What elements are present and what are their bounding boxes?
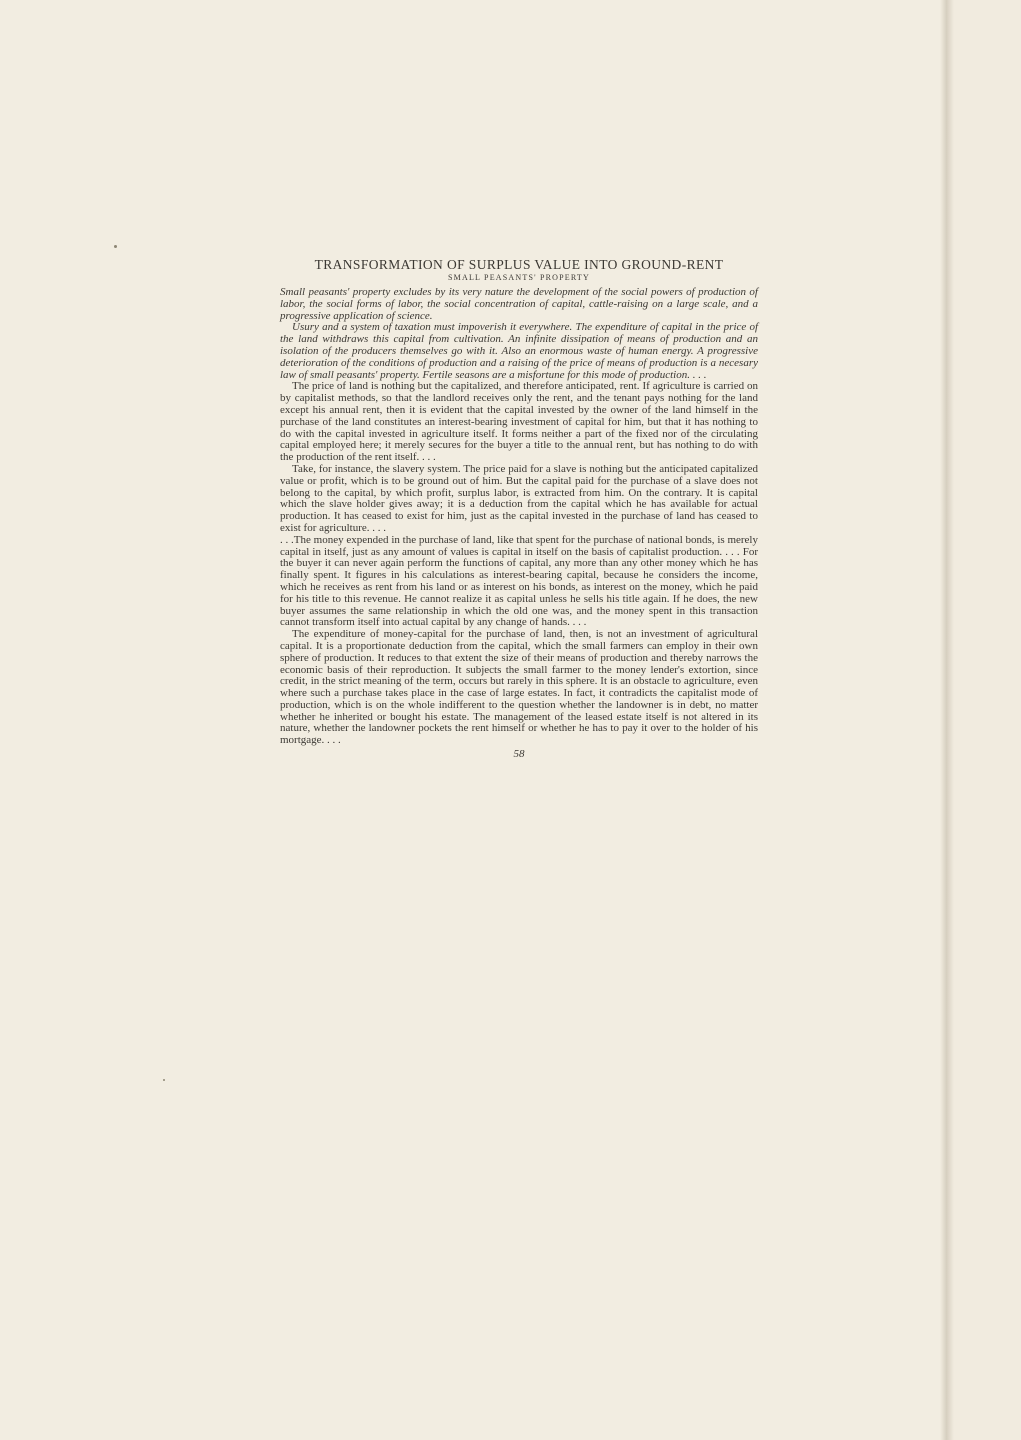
paragraph-2: Usury and a system of taxation must impoverish it everywhere. The expenditure of capital in the price of the land withdraws this capital from cultivation. An infinite dissipation of means of production and an isolation of the producers themselves go with it. Also an enormous waste of human energy. A progressive deterioration of the conditions of production and a raising of the price of means of production is a necesary law of small peasants' property. Fertile seasons are a misfortune for this mode of production. . . . — [280, 321, 758, 381]
paragraph-3: The price of land is nothing but the capitalized, and therefore anticipated, rent. If agriculture is carried on by capitalist methods, so that the landlord receives only the rent, and the tenant pays nothing for the land except his annual rent, then it is evident that the capital invested by the owner of the land himself in the purchase of the land constitutes an interest-bearing investment of capital for him, but that it has nothing to do with the capital invested in agriculture itself. It forms neither a part of the fixed nor of the circulating capital employed here; it merely secures for the buyer a title to the annual rent, but has nothing to do with the production of the rent itself. . . . — [280, 380, 758, 464]
paragraph-6: The expenditure of money-capital for the purchase of land, then, is not an investment of agricultural capital. It is a proportionate deduction from the capital, which the small farmers can employ in their own sphere of production. It reduces to that extent the size of their means of production and thereby narrows the economic basis of their reproduction. It subjects the small farmer to the money lender's extortion, since credit, in the strict meaning of the term, occurs but rarely in this sphere. It is an obstacle to agriculture, even where such a purchase takes place in the case of large estates. In fact, it contradicts the capitalist mode of production, which is on the whole indifferent to the question whether the landowner is in debt, no matter whether he inherited or bought his estate. The management of the leased estate itself is not altered in its nature, whether the landowner pockets the rent himself or whether he has to pay it over to the holder of his mortgage. . . . — [280, 628, 758, 747]
page-number: 58 — [513, 748, 525, 761]
page-title: TRANSFORMATION OF SURPLUS VALUE INTO GROUND-RENT — [314, 257, 724, 272]
page-subtitle: SMALL PEASANTS' PROPERTY — [448, 273, 590, 282]
paragraph-1: Small peasants' property excludes by its very nature the development of the social powers of production of labor, the social forms of labor, the social concentration of capital, cattle-raising on a large scale, and a progressive application of science. — [280, 286, 758, 322]
adjacent-page-edge — [946, 0, 1021, 1440]
page-gutter-shadow — [940, 0, 954, 1440]
paragraph-5: . . .The money expended in the purchase of land, like that spent for the purchase of national bonds, is merely capital in itself, just as any amount of values is capital in itself on the basis of capitalist production. . . . For the buyer it can never again perform the functions of capital, any more than any other money which he has finally spent. It figures in his calculations as interest-bearing capital, because he considers the income, which he receives as rent from his land or as interest on his bonds, as interest on the money, which he paid for his title to this revenue. He cannot realize it as capital unless he sells his title again. If he does, the new buyer assumes the same relationship in which the old one was, and the money spent in this transaction cannot transform itself into actual capital by any change of hands. . . . — [280, 533, 758, 629]
text-block — [280, 257, 758, 761]
paper-speck — [163, 1079, 165, 1081]
paragraph-4: Take, for instance, the slavery system. The price paid for a slave is nothing but the anticipated capitalized value or profit, which is to be ground out of him. But the capital paid for the purchase of a slave does not belong to the capital, by which profit, surplus labor, is extracted from him. On the contrary. It is capital which the slave holder gives away; it is a deduction from the capital which he has available for actual production. It has ceased to exist for him, just as the capital invested in the purchase of land has ceased to exist for agriculture. . . . — [280, 462, 758, 534]
paper-speck — [114, 245, 117, 248]
